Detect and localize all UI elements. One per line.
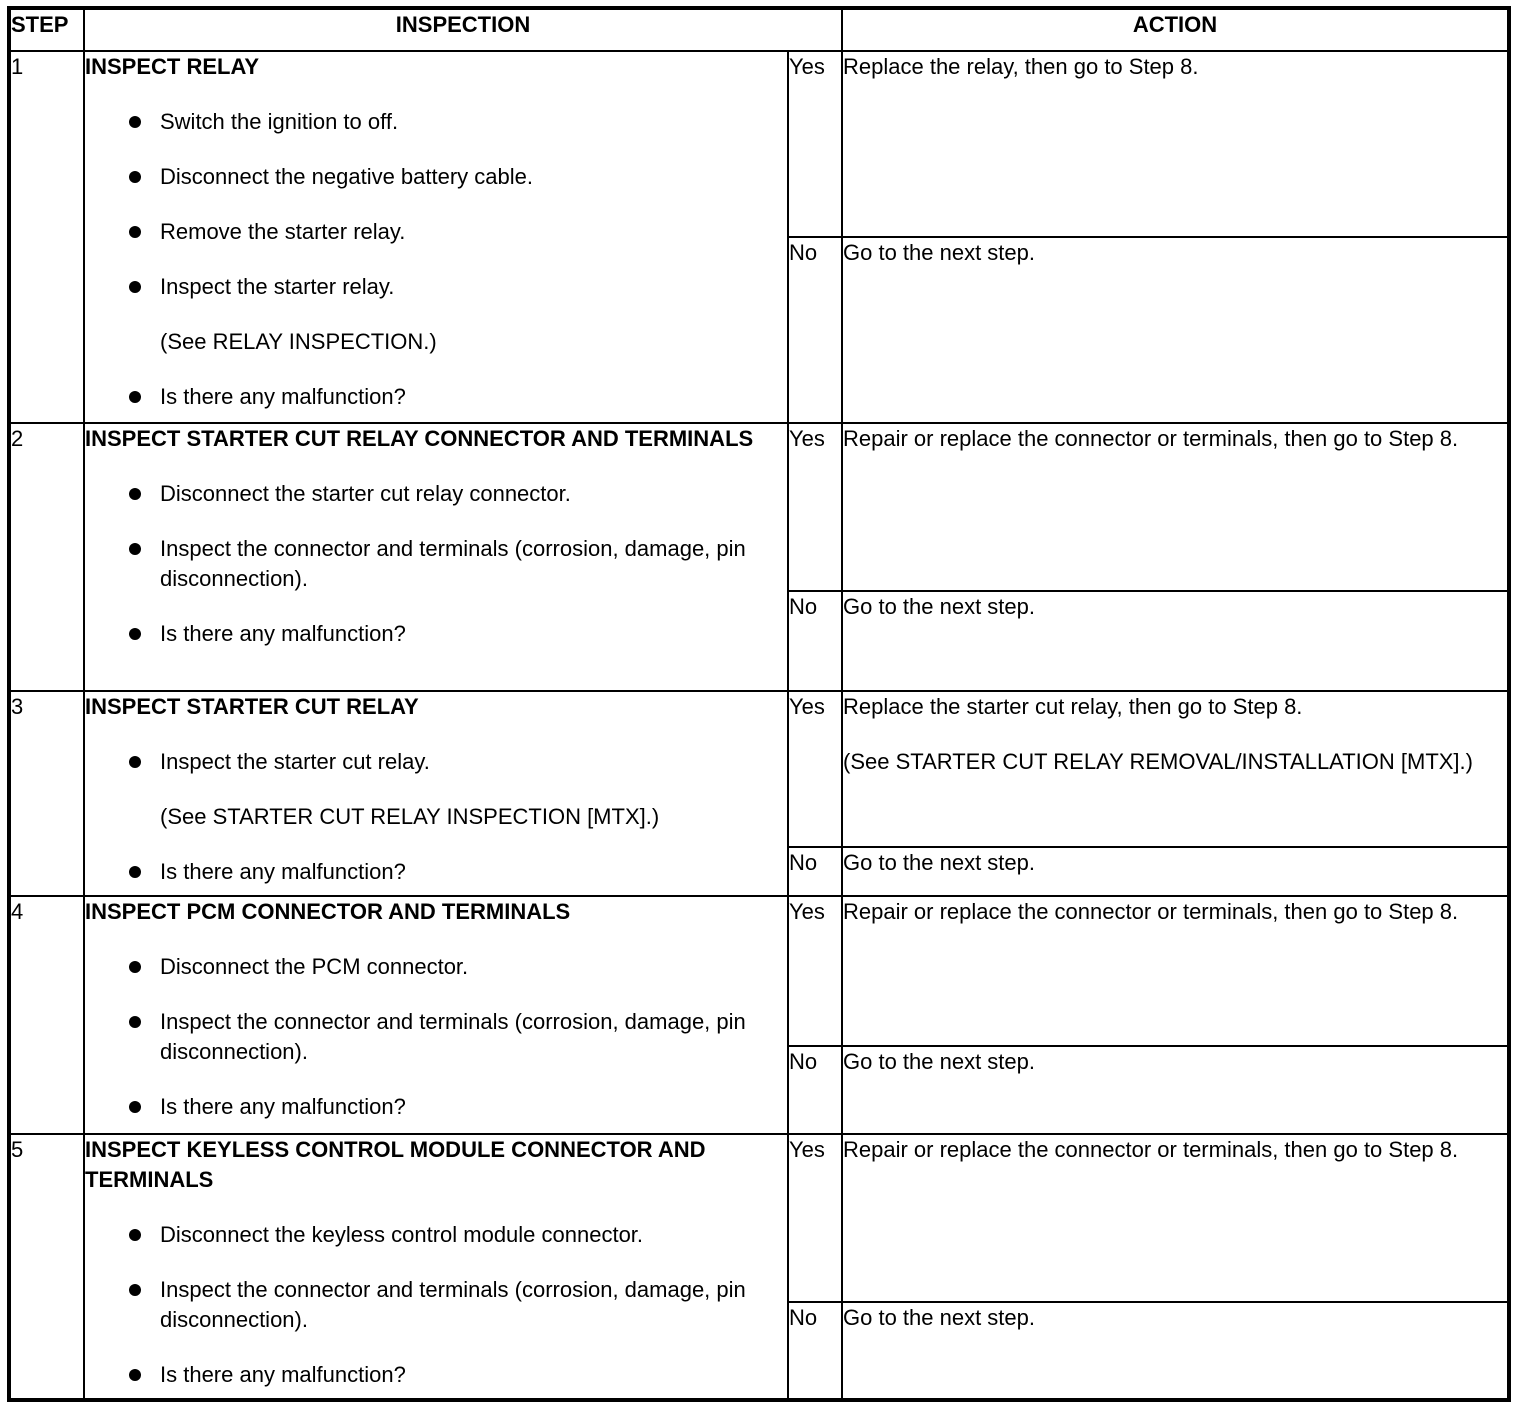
diagnostic-table: [7, 6, 1511, 1402]
no-action: Go to the next step.: [842, 1046, 1509, 1134]
action-column-header: ACTION: [842, 8, 1509, 51]
step-column-header: STEP: [9, 8, 84, 51]
table-row: [9, 1134, 1509, 1302]
item-text: Is there any malfunction?: [160, 621, 406, 646]
item-text: Inspect the starter cut relay.: [160, 749, 430, 774]
reference-note: (See STARTER CUT RELAY INSPECTION [MTX].): [160, 804, 660, 829]
item-text: Disconnect the negative battery cable.: [160, 164, 534, 189]
bullet-icon: [129, 961, 141, 973]
inspection-item: [85, 272, 787, 302]
step-number: 3: [9, 691, 84, 896]
item-text: Is there any malfunction?: [160, 859, 406, 884]
item-text: Inspect the starter relay.: [160, 274, 395, 299]
bullet-icon: [129, 756, 141, 768]
table-row: [9, 51, 1509, 237]
item-text: Disconnect the PCM connector.: [160, 954, 469, 979]
step-number: 1: [9, 51, 84, 423]
inspection-cell: [84, 691, 788, 896]
bullet-icon: [129, 226, 141, 238]
item-text: Is there any malfunction?: [160, 1094, 406, 1119]
inspection-cell: [84, 896, 788, 1134]
item-text: Is there any malfunction?: [160, 384, 406, 409]
inspection-items: [85, 382, 787, 412]
yes-action: [842, 691, 1509, 847]
yes-action-text: Replace the starter cut relay, then go to Step 8.: [843, 694, 1303, 719]
inspection-items: [85, 479, 787, 649]
bullet-icon: [129, 866, 141, 878]
inspection-items: [85, 1220, 787, 1390]
bullet-icon: [129, 1229, 141, 1241]
item-text: Remove the starter relay.: [160, 219, 406, 244]
item-text: Switch the ignition to off.: [160, 109, 399, 134]
inspection-column-header: INSPECTION: [84, 8, 842, 51]
yes-label: Yes: [788, 423, 842, 591]
no-action: Go to the next step.: [842, 847, 1509, 896]
malfunction-question: [85, 619, 787, 649]
yes-action-text: Repair or replace the connector or terminals, then go to Step 8.: [843, 1137, 1459, 1162]
inspection-items: [85, 857, 787, 887]
inspection-item: [85, 952, 787, 982]
no-action: Go to the next step.: [842, 237, 1509, 423]
inspection-cell: [84, 1134, 788, 1400]
no-label: No: [788, 591, 842, 691]
inspection-title: INSPECT STARTER CUT RELAY CONNECTOR AND TERMINALS: [85, 426, 754, 451]
no-label: No: [788, 1302, 842, 1400]
header-row: [9, 8, 1509, 51]
table-row: [9, 691, 1509, 847]
item-text: Is there any malfunction?: [160, 1362, 406, 1387]
bullet-icon: [129, 543, 141, 555]
step-number: 2: [9, 423, 84, 691]
inspection-item: [85, 217, 787, 247]
bullet-icon: [129, 1016, 141, 1028]
step-number: 4: [9, 896, 84, 1134]
malfunction-question: [85, 1360, 787, 1390]
inspection-cell: [84, 423, 788, 691]
inspection-item: [85, 1007, 787, 1067]
yes-action-text: Repair or replace the connector or terminals, then go to Step 8.: [843, 899, 1459, 924]
bullet-icon: [129, 1369, 141, 1381]
bullet-icon: [129, 1101, 141, 1113]
inspection-item: [85, 479, 787, 509]
inspection-item: [85, 1275, 787, 1335]
yes-action-reference: (See STARTER CUT RELAY REMOVAL/INSTALLATION [MTX].): [843, 749, 1473, 774]
item-text: Disconnect the starter cut relay connector.: [160, 481, 571, 506]
yes-label: Yes: [788, 51, 842, 237]
item-text: Inspect the connector and terminals (corrosion, damage, pin disconnection).: [160, 1009, 746, 1064]
yes-action-text: Replace the relay, then go to Step 8.: [843, 54, 1199, 79]
reference-note: (See RELAY INSPECTION.): [160, 329, 437, 354]
malfunction-question: [85, 857, 787, 887]
yes-label: Yes: [788, 1134, 842, 1302]
item-text: Disconnect the keyless control module connector.: [160, 1222, 644, 1247]
bullet-icon: [129, 488, 141, 500]
no-label: No: [788, 1046, 842, 1134]
inspection-cell: [84, 51, 788, 423]
yes-label: Yes: [788, 896, 842, 1046]
inspection-items: [85, 952, 787, 1122]
inspection-items: [85, 107, 787, 302]
bullet-icon: [129, 1284, 141, 1296]
yes-action: [842, 1134, 1509, 1302]
no-action: Go to the next step.: [842, 591, 1509, 691]
bullet-icon: [129, 628, 141, 640]
no-label: No: [788, 847, 842, 896]
inspection-title: INSPECT STARTER CUT RELAY: [85, 694, 419, 719]
bullet-icon: [129, 116, 141, 128]
bullet-icon: [129, 281, 141, 293]
item-text: Inspect the connector and terminals (corrosion, damage, pin disconnection).: [160, 536, 746, 591]
inspection-title: INSPECT PCM CONNECTOR AND TERMINALS: [85, 899, 571, 924]
no-action: Go to the next step.: [842, 1302, 1509, 1400]
no-label: No: [788, 237, 842, 423]
yes-label: Yes: [788, 691, 842, 847]
yes-action-text: Repair or replace the connector or terminals, then go to Step 8.: [843, 426, 1459, 451]
table-row: [9, 896, 1509, 1046]
table-body: [9, 51, 1509, 1400]
yes-action: [842, 51, 1509, 237]
malfunction-question: [85, 382, 787, 412]
inspection-items: [85, 747, 787, 777]
yes-action: [842, 423, 1509, 591]
step-number: 5: [9, 1134, 84, 1400]
bullet-icon: [129, 391, 141, 403]
inspection-item: [85, 534, 787, 594]
yes-action: [842, 896, 1509, 1046]
inspection-item: [85, 107, 787, 137]
inspection-item: [85, 162, 787, 192]
inspection-item: [85, 747, 787, 777]
inspection-title: INSPECT RELAY: [85, 54, 260, 79]
malfunction-question: [85, 1092, 787, 1122]
bullet-icon: [129, 171, 141, 183]
inspection-item: [85, 1220, 787, 1250]
table-row: [9, 423, 1509, 591]
inspection-title: INSPECT KEYLESS CONTROL MODULE CONNECTOR AND TERMINALS: [85, 1137, 706, 1192]
item-text: Inspect the connector and terminals (corrosion, damage, pin disconnection).: [160, 1277, 746, 1332]
